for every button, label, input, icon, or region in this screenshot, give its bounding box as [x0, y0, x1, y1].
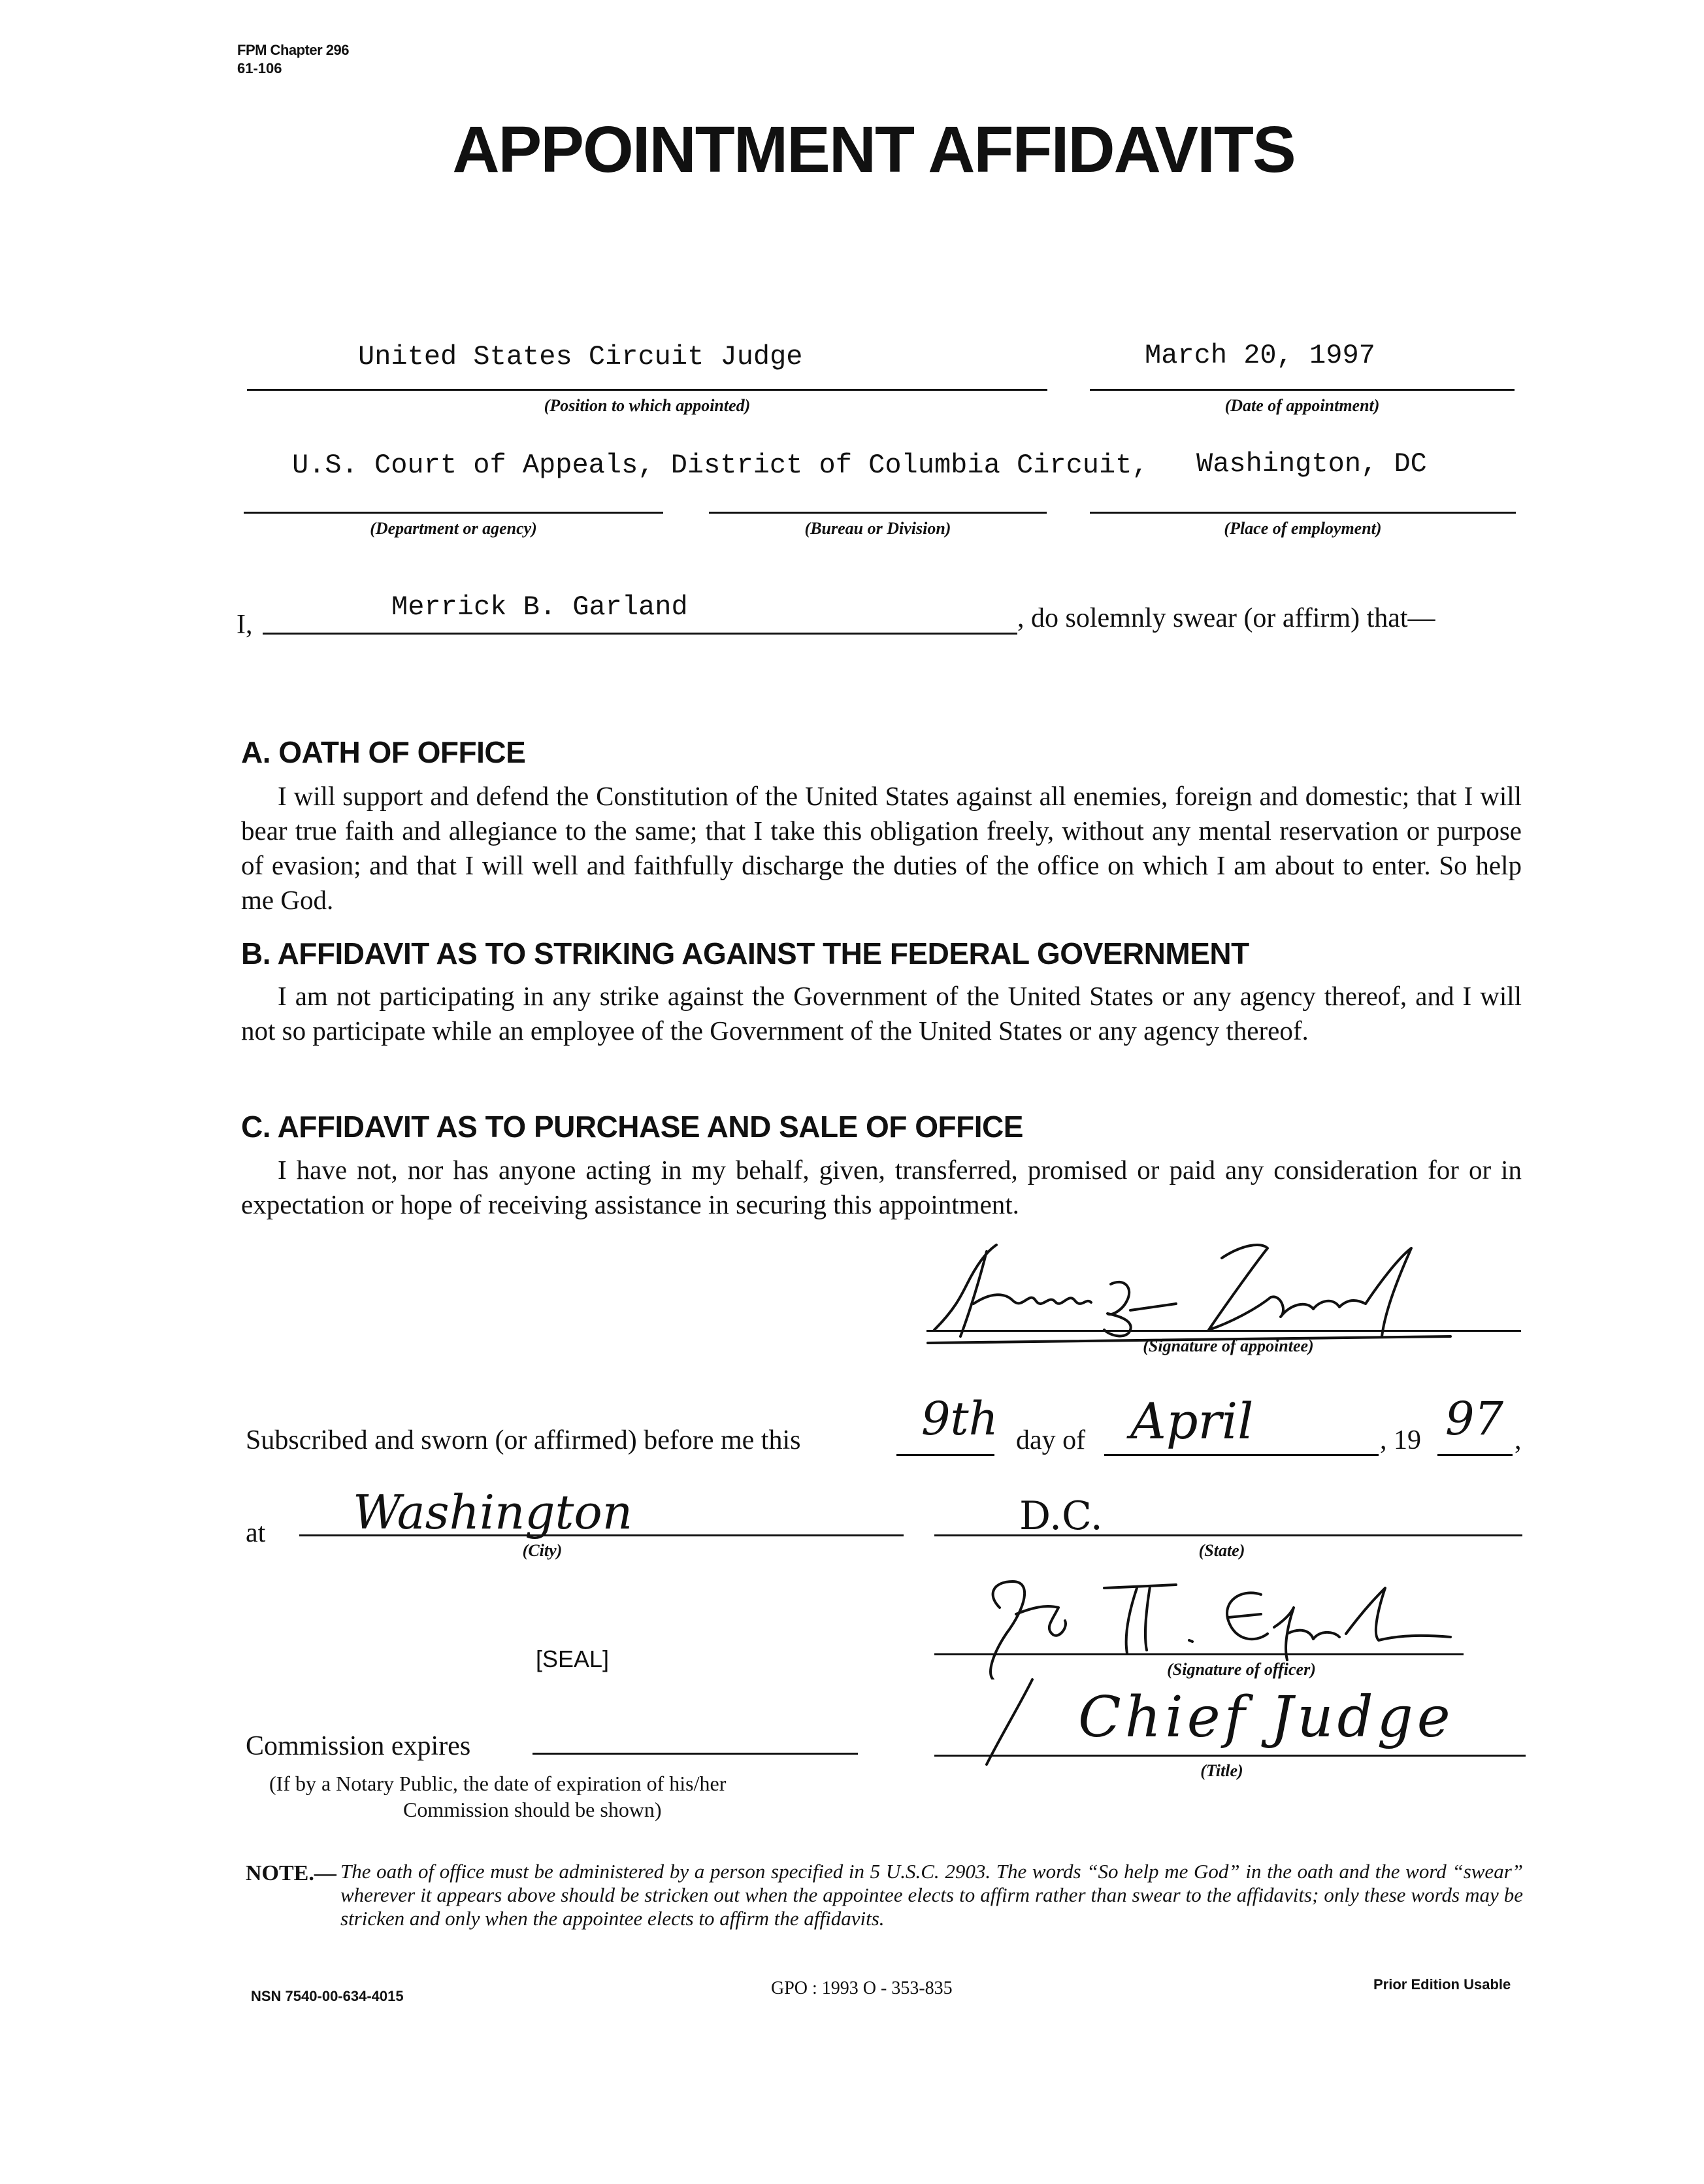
- commission-label: Commission expires: [246, 1731, 471, 1761]
- place-of-employment-value: Washington, DC: [1196, 448, 1427, 480]
- officer-signature-line: [934, 1653, 1464, 1655]
- state-line: [934, 1534, 1522, 1536]
- page-title: APPOINTMENT AFFIDAVITS: [452, 113, 1295, 186]
- footer-prior-edition: Prior Edition Usable: [1373, 1976, 1511, 1993]
- appointee-signature-caption: (Signature of appointee): [1143, 1336, 1314, 1355]
- state-value: D.C.: [1019, 1493, 1103, 1539]
- bureau-caption: (Bureau or Division): [804, 519, 951, 538]
- note-label: NOTE.—: [246, 1861, 336, 1885]
- form-chapter: FPM Chapter 296: [237, 42, 349, 58]
- department-caption: (Department or agency): [370, 519, 537, 538]
- footer-gpo: GPO : 1993 O - 353-835: [771, 1978, 953, 1998]
- commission-note-1: (If by a Notary Public, the date of expiration of his/her: [269, 1772, 727, 1795]
- day-line: [896, 1454, 994, 1456]
- section-a-text: [241, 779, 1522, 918]
- sworn-text-4: ,: [1515, 1425, 1522, 1455]
- appointee-signature-line: [926, 1330, 1521, 1332]
- oath-prefix: I,: [237, 610, 253, 640]
- month-value: April: [1130, 1392, 1254, 1450]
- sworn-text-1: Subscribed and sworn (or affirmed) before me this: [246, 1425, 801, 1455]
- bureau-line: [709, 512, 1047, 514]
- department-value: U.S. Court of Appeals, District of Columbia Circuit,: [292, 450, 1149, 481]
- commission-line: [532, 1753, 858, 1755]
- city-caption: (City): [522, 1541, 563, 1560]
- sworn-text-2: day of: [1016, 1425, 1086, 1455]
- place-line: [1090, 512, 1516, 514]
- section-b-text: [241, 979, 1522, 1048]
- section-c-heading: C. AFFIDAVIT AS TO PURCHASE AND SALE OF OFFICE: [241, 1110, 1023, 1144]
- section-a-heading: A. OATH OF OFFICE: [241, 735, 526, 769]
- appointee-name-line: [263, 633, 1017, 635]
- note-text: The oath of office must be administered by a person specified in 5 U.S.C. 2903. The words “So help me God” in the oath and the word “swear” wherever it appears above should be stricken out when the appointee elects to affirm rather than swear to the affidavits; only these words may be stricken and only when the appointee elects to affirm the affidavits.: [340, 1860, 1523, 1930]
- section-c-paragraph: I have not, nor has anyone acting in my behalf, given, transferred, promised or paid any consideration for or in expectation or hope of receiving assistance in securing this appointment.: [241, 1155, 1522, 1219]
- officer-signature-caption: (Signature of officer): [1167, 1660, 1316, 1679]
- date-of-appointment-caption: (Date of appointment): [1224, 396, 1380, 415]
- department-line: [244, 512, 663, 514]
- date-of-appointment-value: March 20, 1997: [1145, 340, 1375, 371]
- title-value: Chief Judge: [1078, 1685, 1454, 1750]
- section-c-text: [241, 1153, 1522, 1222]
- at-label: at: [246, 1518, 266, 1548]
- date-of-appointment-line: [1090, 389, 1515, 391]
- oath-suffix: , do solemnly swear (or affirm) that—: [1017, 603, 1435, 633]
- month-line: [1104, 1454, 1379, 1456]
- year-line: [1437, 1454, 1513, 1456]
- position-caption: (Position to which appointed): [544, 396, 751, 415]
- section-b-heading: B. AFFIDAVIT AS TO STRIKING AGAINST THE FEDERAL GOVERNMENT: [241, 936, 1249, 970]
- section-b-paragraph: I am not participating in any strike against the Government of the United States or any agency thereof, and I will not so participate while an employee of the Government of the United States or any agency thereof.: [241, 981, 1522, 1046]
- state-caption: (State): [1198, 1541, 1245, 1560]
- position-value: United States Circuit Judge: [358, 341, 803, 372]
- section-a-paragraph: I will support and defend the Constitution of the United States against all enemies, foreign and domestic; that I will bear true faith and allegiance to the same; that I take this obligation freely, without any mental reservation or purpose of evasion; and that I will well and faithfully discharge the duties of the office on which I am about to enter. So help me God.: [241, 781, 1522, 915]
- title-line: [934, 1755, 1526, 1757]
- title-caption: (Title): [1200, 1761, 1243, 1780]
- position-line: [247, 389, 1047, 391]
- sworn-text-3: , 19: [1380, 1425, 1421, 1455]
- seal-label: [SEAL]: [536, 1646, 610, 1672]
- year-value: 97: [1445, 1392, 1504, 1446]
- city-line: [299, 1534, 904, 1536]
- city-value: Washington: [353, 1485, 633, 1540]
- form-number: 61-106: [237, 60, 282, 76]
- appointee-name-value: Merrick B. Garland: [391, 591, 688, 623]
- place-caption: (Place of employment): [1224, 519, 1382, 538]
- commission-note-2: Commission should be shown): [403, 1798, 662, 1821]
- day-value: 9th: [921, 1392, 998, 1446]
- footer-nsn: NSN 7540-00-634-4015: [251, 1988, 404, 2004]
